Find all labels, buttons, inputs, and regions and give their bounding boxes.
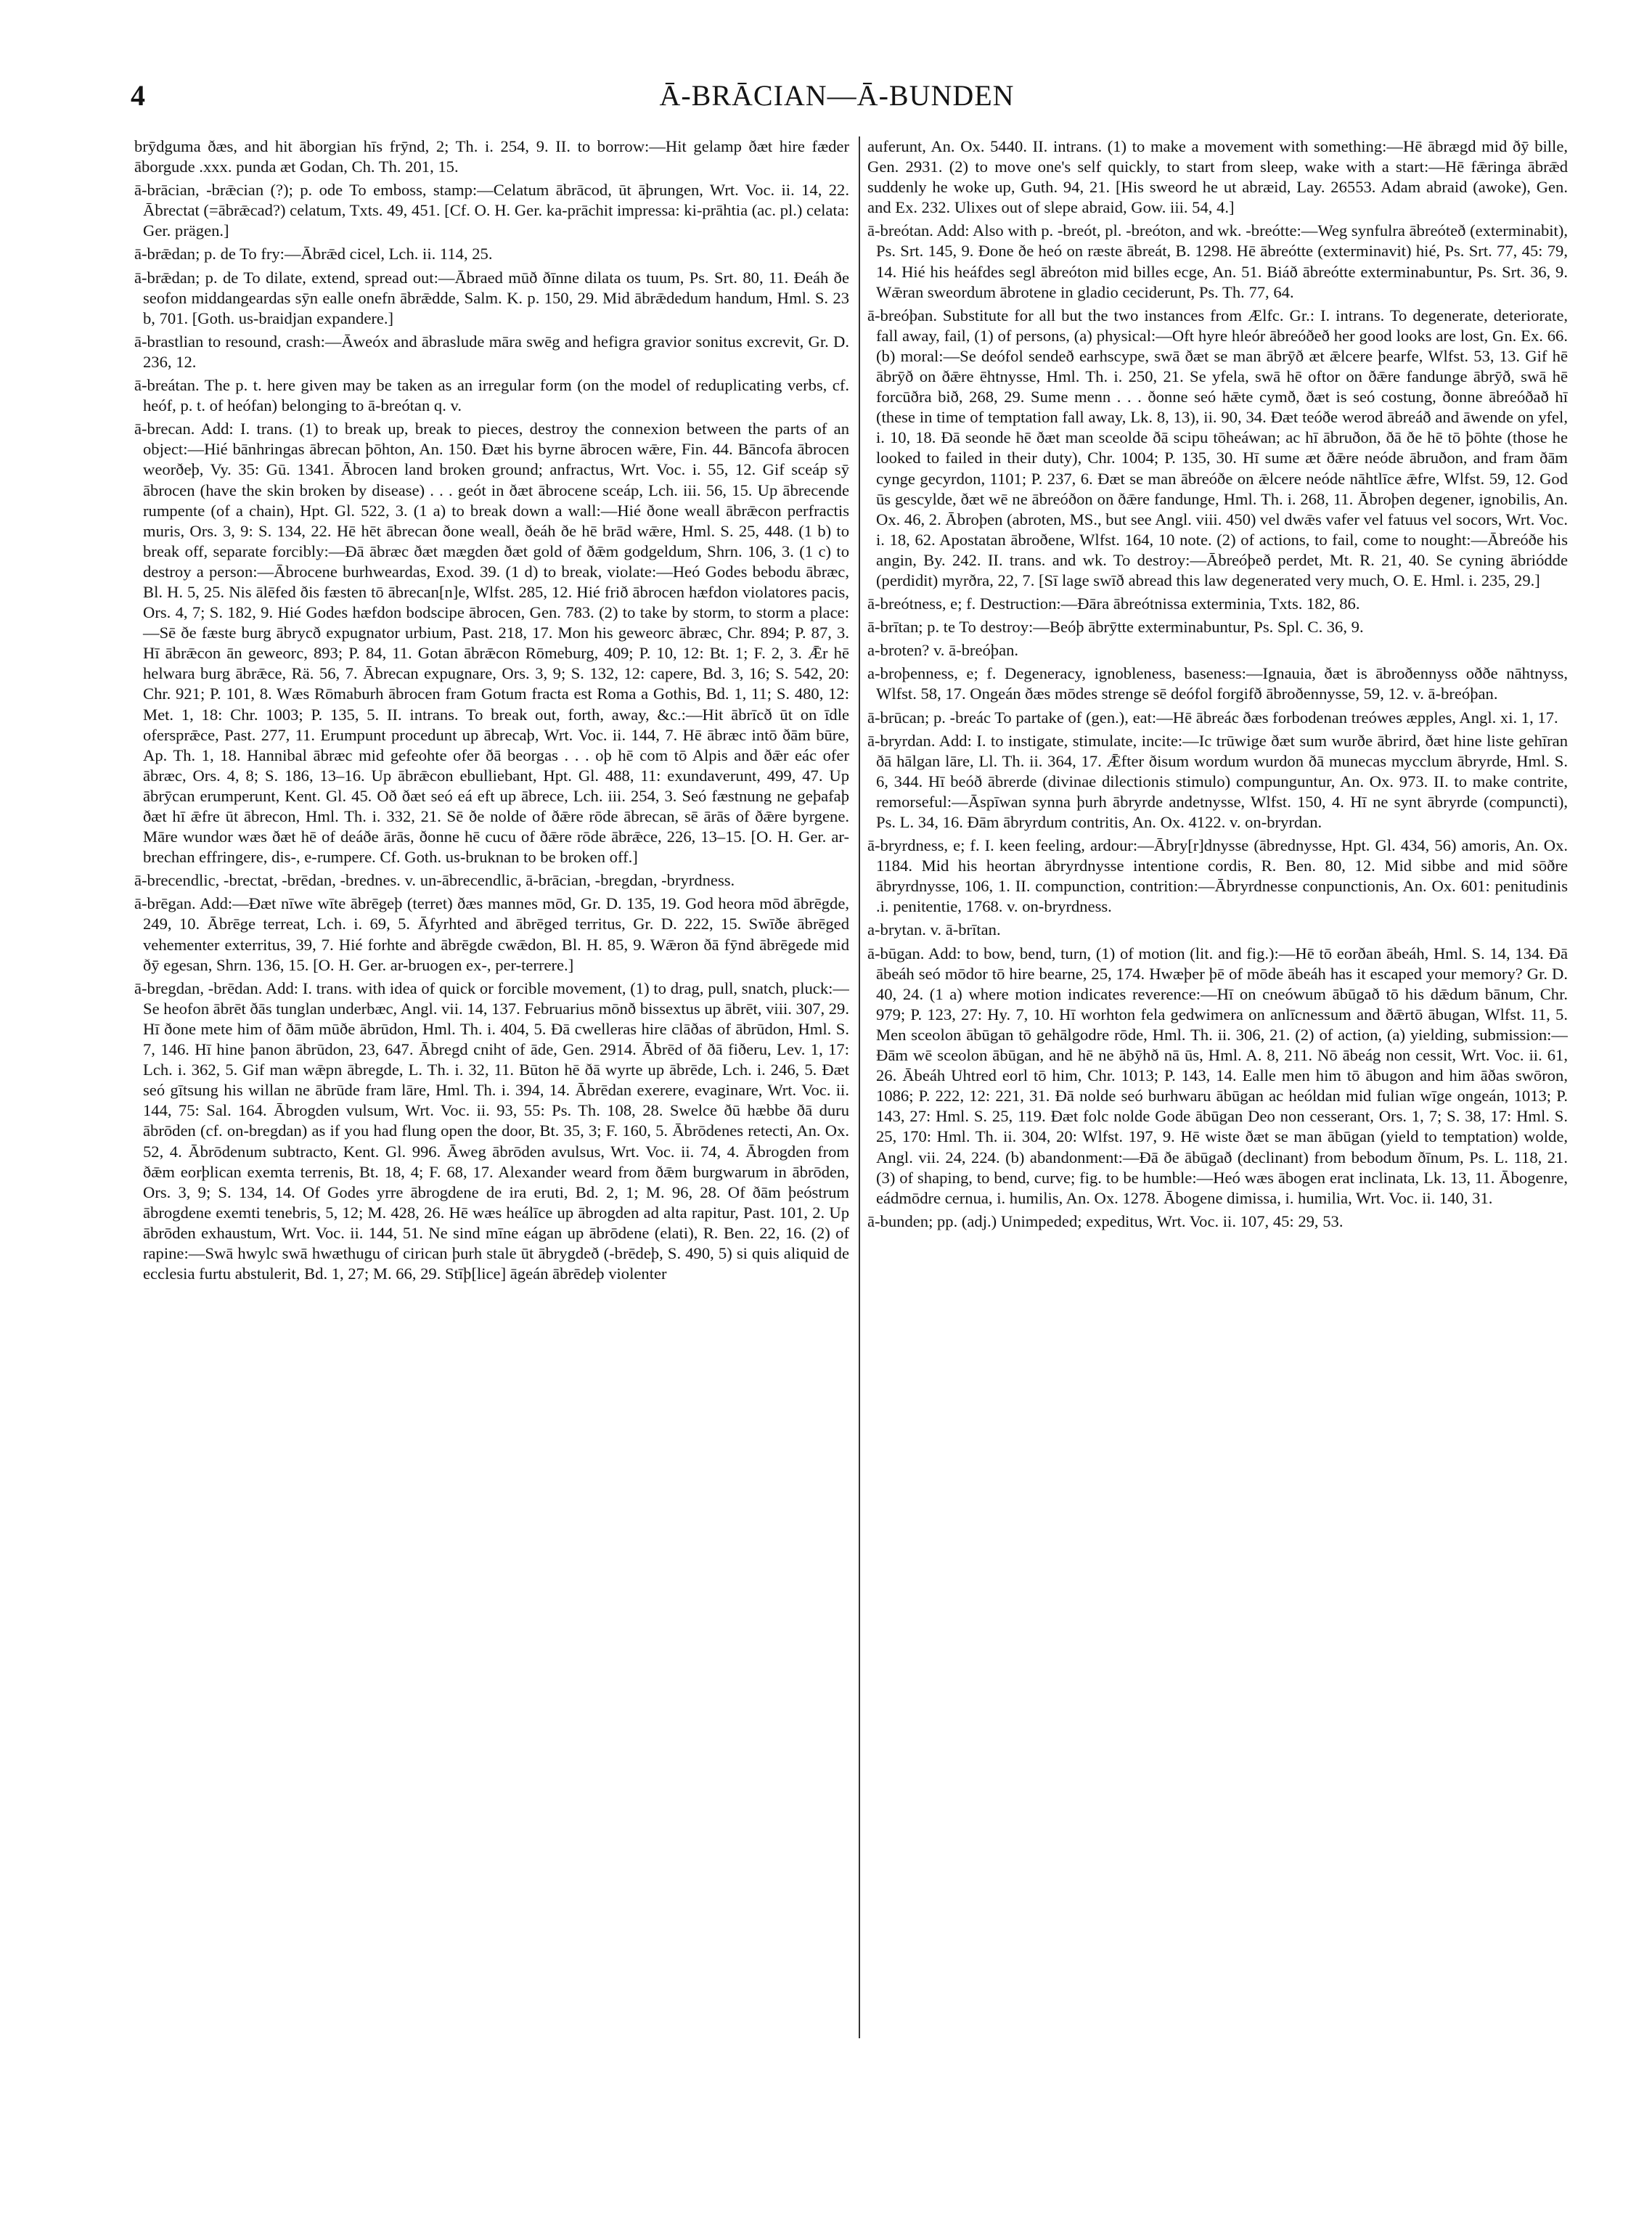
entry-paragraph: ā-brastlian to resound, crash:—Āweóx and ābraslude māra swēg and hefigra gravior sonitus excrevit, Gr. D. 236, 12. <box>134 332 849 371</box>
entry-paragraph: ā-bregdan, -brēdan. Add: I. trans. with idea of quick or forcible movement, (1) to drag, pull, snatch, pluck:—Se heofon ābrēt ðās tunglan underbæc, Angl. vii. 14, 137. Februarius mōnð bissextus up ābrēt, viii. 307, 29. Hī ðone mete him of ðām mūðe ābrūdon, Hml. Th. i. 404, 5. Ðā cwelleras hire clāðas of ābrūdon, Hml. S. 7, 146. Hī hine þanon ābrūdon, 23, 647. Ābregd cniht of āde, Gen. 2914. Ābrēd of ðā fiðeru, Lev. 1, 17: Lch. i. 362, 5. Gif man wǣpn ābregde, L. Th. i. 32, 11. Būton hē ðā wyrte up ābrēde, Lch. i. 246, 5. Ðæt seó gītsung his willan ne ābrūde fram lāre, Hml. Th. i. 394, 14. Ābrēdan exerere, evaginare, Wrt. Voc. ii. 144, 75: Sal. 164. Ābrogden vulsum, Wrt. Voc. ii. 93, 55: Ps. Th. 108, 28. Swelce ðū hæbbe ðā duru ābrōden (cf. on-bregdan) as if you had flung open the door, Bt. 35, 3; F. 160, 5. Ābrōdenes retecti, An. Ox. 52, 4. Ābrōdenum subtracto, Kent. Gl. 996. Āweg ābrōden avulsus, Wrt. Voc. ii. 74, 4. Ābrogden from ðǣm eorþlican exemta terrenis, Bt. 18, 4; F. 68, 17. Alexander weard from ðǣm burgwarum in ābrōden, Ors. 3, 9; S. 134, 14. Of Godes yrre ābrogdene de ira eruti, Bd. 2, 1; M. 96, 28. Of ðām þeóstrum ābrogdene exemti tenebris, 5, 12; M. 428, 26. Hē wæs heálīce up ābrogden ad alta rapitur, Past. 101, 2. Up ābrōden exhaustum, Wrt. Voc. ii. 144, 51. Ne sind mīne eágan up ābrōdene (elati), R. Ben. 22, 16. (2) of rapine:—Swā hwylc swā hwæthugu of cirican þurh stale ūt ābrygdeð (-brēdeþ, S. 490, 5) si quis aliquid de ecclesia furtu abstulerit, Bd. 1, 27; M. 66, 29. Stīþ[lice] āgeán ābrēdeþ violenter <box>134 978 849 1283</box>
column-divider <box>859 136 860 2038</box>
entry-paragraph: ā-brācian, -brǣcian (?); p. ode To emboss, stamp:—Celatum ābrācod, ūt āþrungen, Wrt. Voc. ii. 14, 22. Ābrectat (=ābrǣcad?) celatum, Txts. 49, 451. [Cf. O. H. Ger. ka-prāchit impressa: ki-prāhtia (ac. pl.) celata: Ger. prägen.] <box>134 181 849 240</box>
entry-paragraph: ā-bryrdan. Add: I. to instigate, stimulate, incite:—Ic trūwige ðæt sum wurðe ābrird, ðæt hine liste gehīran ðā hālgan lāre, Ll. Th. ii. 364, 17. Ǣfter ðisum wordum wurdon ðā munecas mycclum ābryrde, Hml. S. 6, 344. Hī beóð ābrerde (divinae dilectionis stimulo) compunguntur, An. Ox. 973. II. to make contrite, remorseful:—Āspīwan synna þurh ābryrde andetnysse, Wlfst. 150, 4. Hī ne synt ābryrde (compuncti), Ps. L. 34, 16. Ðām ābryrdum contritis, An. Ox. 4122. v. on-bryrdan. <box>867 731 1568 831</box>
running-title: Ā-BRĀCIAN—Ā-BUNDEN <box>659 79 1015 112</box>
entry-paragraph: ā-brecendlic, -brectat, -brēdan, -brednes. v. un-ābrecendlic, ā-brācian, -bregdan, -bryrdness. <box>134 871 735 890</box>
entry-paragraph: ā-breótness, e; f. Destruction:—Ðāra ābreótnissa exterminia, Txts. 182, 86. <box>867 594 1360 613</box>
entry-paragraph: ā-breóþan. Substitute for all but the two instances from Ælfc. Gr.: I. intrans. To degenerate, deteriorate, fall away, fail, (1) of persons, (a) physical:—Oft hyre hleór ābreóðeð her good looks are lost, Gn. Ex. 66. (b) moral:—Se deófol sendeð earhscype, swā ðæt se man ābrȳð æt ǣlcere þearfe, Wlfst. 53, 13. Gif hē ābrȳð on ðǣre ēhtnysse, Hml. Th. i. 250, 21. Se yfela, swā hē oftor on ðǣre fandunge ābrȳð, swā hē forcūðra bið, 268, 29. Sume menn . . . ðonne seó hǣte cymð, ðæt is seó costung, ðonne ābreóðað hī (these in time of temptation fall away, Lk. 8, 13), ii. 90, 34. Ðæt teóðe werod ābreáð and āwende on yfel, i. 10, 18. Ðā seonde hē ðæt man sceolde ðā scipu tōheáwan; ac hī ābruðon, ðā ðe hē tō þōhte (those he looked to failed in their duty), Chr. 1004; P. 135, 30. Hī sume æt ðǣre neóde ābruðon, and fram ðām cynge gecyrdon, 1101; P. 237, 6. Ðæt se man ābreóðe on ǣlcere neóde nāhtlīce ǣfre, Wlfst. 59, 12. God ūs gescylde, ðæt wē ne ābreóðon on ðǣre fandunge, Hml. Th. i. 268, 11. Ābroþen degener, ignobilis, An. Ox. 46, 2. Ābroþen (abroten, MS., but see Angl. viii. 450) vel dwǣs vafer vel fatuus vel socors, Wrt. Voc. i. 18, 62. Apostatan ābroðene, Wlfst. 164, 10 note. (2) of actions, to fail, come to nought:—Ābreóðe his angin, By. 242. II. trans. and wk. To destroy:—Ābreóþeð perdet, Mt. R. 21, 40. Se cyning ābriódde (perdidit) myrðra, 22, 7. [Sī lage swīð abread this law degenerated very much, O. E. Hml. i. 235, 29.] <box>867 306 1568 589</box>
page-header <box>131 78 1543 129</box>
entry-paragraph: ā-brecan. Add: I. trans. (1) to break up, break to pieces, destroy the connexion between the parts of an object:—Hié bānhringas ābrecan þōhton, An. 150. Ðæt his byrne ābrocen wǣre, Fin. 44. Bāncofa ābrocen weorðeþ, Vy. 35: Gū. 1341. Ābrocen land broken ground; anfractus, Wrt. Voc. i. 55, 12. Gif sceáp sȳ ābrocen (have the skin broken by disease) . . . geót in ðæt ābrocene sceáp, Lch. iii. 56, 15. Up ābrecende rumpente (of a chain), Hpt. Gl. 522, 3. (1 a) to break down a wall:—Hié ðone weall ābrǣcon perfractis muris, Ors. 3, 9: S. 134, 22. Hē hēt ābrecan ðone weall, ðeáh ðe hē brād wǣre, Hml. S. 25, 448. (1 b) to break off, separate forcibly:—Ðā ābræc ðæt mægden ðæt gold of ðǣm godgeldum, Shrn. 106, 3. (1 c) to destroy a person:—Ābrocene burhweardas, Exod. 39. (1 d) to break, violate:—Heó Godes bebodu ābræc, Bl. H. 5, 25. Nis ālēfed ðis fæsten tō ābrecan[n]e, Wlfst. 285, 12. Hié frið ābrocen hæfdon violatores pacis, Ors. 4, 7; S. 182, 9. Hié Godes hæfdon bodscipe ābrocen, Gen. 783. (2) to take by storm, to storm a place:—Sē ðe fæste burg ābrycð expugnator urbium, Past. 218, 17. Mon his geweorc ābræc, Chr. 894; P. 87, 3. Hī ābrǣcon ān geweorc, 893; P. 84, 11. Gotan ābrǣcon Rōmeburg, 409; P. 10, 12: Bt. 1; F. 2, 3. Ǣr hē helwara burg ābrǣce, Rä. 56, 7. Ābrecan expugnare, Ors. 3, 9; S. 132, 12: capere, Bd. 3, 16; S. 542, 20: Chr. 921; P. 101, 8. Wæs Rōmaburh ābrocen fram Gotum fracta est Roma a Gothis, Bd. 1, 11; S. 480, 12: Met. 1, 18: Chr. 1003; P. 135, 5. II. intrans. To break out, forth, away, &c.:—Hit ābrīcð ūt on īdle ofersprǣce, Past. 277, 11. Erumpunt procedunt up ābrecaþ, Wrt. Voc. ii. 144, 7. Hē ābræc intō ðām būre, Ap. Th. 1, 18. Hannibal ābræc mid gefeohte ofer ðā beorgas . . . oþ hē com tō Alpis and ðǣr eác ofer ābræc, Ors. 4, 8; S. 186, 13–16. Up ābrǣcon ebulliebant, Hpt. Gl. 488, 11: exundaverunt, 499, 47. Up ābrȳcan erumperunt, Kent. Gl. 45. Oð ðæt seó eá eft up ābrece, Lch. iii. 254, 3. Seó fæstnung ne geþafaþ ðæt hī ǣfre ūt ābrecon, Hml. Th. i. 332, 21. Sē ðe nolde of ðǣre rōde ābrecan, sē ārās of ðǣre byrgene. Māre wundor wæs ðæt hē of deáðe ārās, ðonne hē cucu of ðǣre rōde ābrǣce, 226, 13–15. [O. H. Ger. ar-brechan effringere, dis-, e-rumpere. Cf. Goth. us-bruknan to be broken off.] <box>134 420 849 867</box>
entry-paragraph: a-broþenness, e; f. Degeneracy, ignobleness, baseness:—Ignauia, ðæt is ābroðennyss oððe nāhtnyss, Wlfst. 58, 17. Ongeán ðæs mōdes strenge sē deófol forgifð ābroðennysse, 59, 12. v. ā-breóþan. <box>867 664 1568 703</box>
page-number: 4 <box>131 79 145 112</box>
entry-paragraph: ā-bryrdness, e; f. I. keen feeling, ardour:—Ābry[r]dnysse (ābrednysse, Hpt. Gl. 434, 56) amoris, An. Ox. 1184. Mid his heortan ābryrdnysse intentione cordis, R. Ben. 80, 12. Mid sibbe and mid sōðre ābryrdnysse, 106, 1. II. compunction, contrition:—Ābryrdnesse conpunctionis, An. Ox. 601: penitudinis .i. penitentie, 1768. v. on-bryrdness. <box>867 836 1568 916</box>
entry-paragraph: ā-brēgan. Add:—Ðæt nīwe wīte ābrēgeþ (terret) ðæs mannes mōd, Gr. D. 135, 19. God heora mōd ābrēgde, 249, 10. Ābrēge terreat, Lch. i. 69, 5. Āfyrhted and ābrēged territus, Gr. D. 222, 15. Swīðe ābrēged vehementer exterritus, 39, 7. Hié forhte and ābrēgde cwǣdon, Bl. H. 85, 9. Wǣron ðā fȳnd ābrēgede mid ðȳ egesan, Shrn. 136, 15. [O. H. Ger. ar-bruogen ex-, per-terrere.] <box>134 894 849 974</box>
entry-paragraph: ā-breátan. The p. t. here given may be taken as an irregular form (on the model of reduplicating verbs, cf. heóf, p. t. of heófan) belonging to ā-breótan q. v. <box>134 376 849 415</box>
right-column <box>867 136 1568 2154</box>
entry-paragraph: ā-breótan. Add: Also with p. -breót, pl. -breóton, and wk. -breótte:—Weg synfulra ābreóteð (exterminabit), Ps. Srt. 145, 9. Ðone ðe heó on ræste ābreát, B. 1298. Hē ābreótte (exterminavit) hié, Ps. Srt. 77, 45: 79, 14. Hié his heáfdes segl ābreóton mid billes ecge, An. 51. Biáð ābreótte exterminabuntur, Ps. Srt. 36, 9. Wǣran sweordum ābrotene in gladio ceciderunt, Ps. Th. 77, 64. <box>867 221 1568 301</box>
entry-paragraph: ā-būgan. Add: to bow, bend, turn, (1) of motion (lit. and fig.):—Hē tō eorðan ābeáh, Hml. S. 14, 134. Ðā ābeáh seó mōdor tō hire bearne, 25, 174. Hwæþer þē of mōde ābeáh has it escaped your memory? Gr. D. 40, 24. (1 a) where motion indicates reverence:—Hī on cneówum ābūgað tō his dǣdum bānum, Chr. 979; P. 123, 27: Hy. 7, 10. Hī worhton fela gedwimera on anlīcnessum and ðǣrtō ābugan, Wlfst. 11, 5. Men sceolon ābūgan tō gehālgodre rōde, Hml. Th. ii. 306, 21. (2) of action, (a) yielding, submission:—Ðām wē sceolon ābūgan, and hē ne ābȳhð nā ūs, Hml. A. 8, 211. Nō ābeág non cessit, Wrt. Voc. ii. 61, 26. Ābeáh Uhtred eorl tō him, Chr. 1013; P. 143, 14. Ealle men him tō ābugon and him āðas swōron, 1086; P. 222, 12: 221, 31. Ðā nolde seó burhwaru ābūgan ac heóldan mid fulian wīge ongeán, 1013; P. 143, 27: Hml. S. 25, 119. Ðæt folc nolde Gode ābūgan Deo non cesserant, Ors. 1, 7; S. 38, 17: Hml. S. 25, 170: Hml. Th. ii. 304, 20: Wlfst. 197, 9. Hē wiste ðæt se man ābūgan (yield to temptation) wolde, Angl. vii. 24, 224. (b) abandonment:—Ðā ðe ābūgað (declinant) from bebodum ðīnum, Ps. L. 118, 21. (3) of shaping, to bend, curve; fig. to be humble:—Heó wæs ābogen erat inclinata, Lk. 13, 11. Ābogenre, eádmōdre cernua, i. humilis, An. Ox. 1278. Ābogene dimissa, i. humilia, Wrt. Voc. ii. 140, 31. <box>867 944 1568 1207</box>
entry-paragraph: auferunt, An. Ox. 5440. II. intrans. (1) to make a movement with something:—Hē ābrægd mid ðȳ bille, Gen. 2931. (2) to move one's self quickly, to start from sleep, wake with a start:—Hē fǣringa ābrǣd suddenly he woke up, Guth. 94, 21. [His sweord he ut abræid, Lay. 26553. Adam abraid (awoke), Gen. and Ex. 232. Ulixes out of slepe abraid, Gow. iii. 54, 4.] <box>867 137 1568 217</box>
entry-paragraph: ā-brūcan; p. -breác To partake of (gen.), eat:—Hē ābreác ðæs forbodenan treówes æpples, Angl. xi. 1, 17. <box>867 708 1558 727</box>
entry-paragraph: ā-brǣdan; p. de To fry:—Ābrǣd cicel, Lch. ii. 114, 25. <box>134 245 493 263</box>
entry-paragraph: brȳdguma ðæs, and hit āborgian hīs frȳnd, 2; Th. i. 254, 9. II. to borrow:—Hit gelamp ðæt hire fæder āborgude .xxx. punda æt Godan, Ch. Th. 201, 15. <box>134 137 849 176</box>
entry-paragraph: ā-bunden; pp. (adj.) Unimpeded; expeditus, Wrt. Voc. ii. 107, 45: 29, 53. <box>867 1211 1344 1230</box>
entry-paragraph: a-brytan. v. ā-brītan. <box>867 920 1001 939</box>
entry-paragraph: a-broten? v. ā-breóþan. <box>867 641 1019 660</box>
entry-paragraph: ā-brītan; p. te To destroy:—Beóþ ābrȳtte exterminabuntur, Ps. Spl. C. 36, 9. <box>867 618 1364 637</box>
entry-paragraph: ā-brǣdan; p. de To dilate, extend, spread out:—Ābraed mūð ðīnne dilata os tuum, Ps. Srt. 80, 11. Ðeáh ðe seofon middangeardas sȳn ealle onefn ābrǣdde, Salm. K. p. 150, 29. Mid ābrǣdedum handum, Hml. S. 23 b, 701. [Goth. us-braidjan expandere.] <box>134 268 849 327</box>
left-column <box>134 136 849 2154</box>
